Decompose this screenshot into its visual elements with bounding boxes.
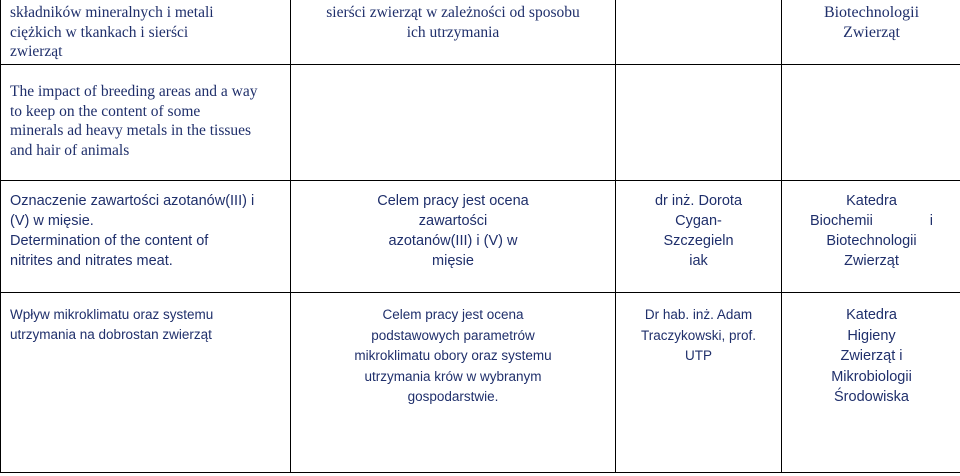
text-line: składników mineralnych i metali bbox=[10, 4, 214, 21]
text-line: ich utrzymania bbox=[406, 23, 500, 41]
cell-topic bbox=[1, 65, 291, 181]
cell-aim bbox=[291, 293, 616, 473]
text-word: Biochemii bbox=[810, 213, 873, 229]
text-line: nitrites and nitrates meat. bbox=[10, 253, 173, 269]
text-line: Cygan- bbox=[675, 213, 722, 229]
text-line: Zwierząt bbox=[843, 24, 900, 41]
text-line: Katedra bbox=[846, 307, 897, 323]
text-line: Celem pracy jest ocena bbox=[382, 307, 524, 322]
text-line: Determination of the content of bbox=[10, 233, 209, 249]
cell-supervisor bbox=[616, 0, 782, 65]
text-line: Katedra bbox=[846, 193, 897, 209]
text-line: mikroklimatu obory oraz systemu bbox=[354, 348, 552, 363]
text-line: utrzymania krów w wybranym bbox=[364, 368, 542, 384]
text-line: zawartości bbox=[418, 213, 488, 229]
text-line: gospodarstwie. bbox=[407, 389, 499, 404]
text-line: (V) w mięsie. bbox=[10, 213, 94, 229]
text-line: zwierząt bbox=[10, 43, 63, 60]
text-line: to keep on the content of some bbox=[10, 102, 201, 120]
text-line: ciężkich w tkankach i sierści bbox=[10, 23, 189, 41]
text-line: Dr hab. inż. Adam bbox=[644, 307, 753, 322]
cell-supervisor bbox=[616, 293, 782, 473]
cell-department bbox=[782, 65, 960, 181]
cell-topic bbox=[1, 293, 291, 473]
text-line: Środowiska bbox=[834, 389, 909, 405]
table-row bbox=[1, 181, 960, 293]
text-line: podstawowych parametrów bbox=[371, 327, 535, 343]
table-row bbox=[1, 65, 960, 181]
text-line: The impact of breeding areas and a way bbox=[10, 83, 258, 100]
text-line: Oznaczenie zawartości azotanów(III) i bbox=[10, 193, 255, 209]
cell-department bbox=[782, 0, 960, 65]
cell-supervisor bbox=[616, 65, 782, 181]
text-line: Mikrobiologii bbox=[831, 368, 912, 385]
text-line: Biotechnologii bbox=[823, 4, 920, 21]
text-line: Zwierząt i bbox=[840, 348, 903, 364]
cell-aim bbox=[291, 181, 616, 293]
text-line: Traczykowski, prof. bbox=[640, 327, 757, 343]
text-line: Zwierząt bbox=[844, 253, 899, 269]
table-row bbox=[1, 293, 960, 473]
text-word: i bbox=[929, 213, 933, 229]
text-line: Higieny bbox=[847, 327, 896, 344]
text-line: utrzymania na dobrostan zwierząt bbox=[10, 327, 212, 342]
cell-topic bbox=[1, 0, 291, 65]
cell-supervisor bbox=[616, 181, 782, 293]
text-line: and hair of animals bbox=[10, 141, 130, 159]
text-line: dr inż. Dorota bbox=[654, 193, 743, 209]
text-line: Biotechnologii bbox=[826, 233, 917, 249]
text-line: minerals ad heavy metals in the tissues bbox=[10, 122, 252, 139]
text-line: Celem pracy jest ocena bbox=[377, 193, 529, 209]
text-line: sierści zwierząt w zależności od sposobu bbox=[326, 4, 580, 21]
cell-aim bbox=[291, 0, 616, 65]
cell-department bbox=[782, 293, 960, 473]
text-line: Szczegieln bbox=[663, 233, 734, 249]
cell-aim bbox=[291, 65, 616, 181]
table-row bbox=[1, 0, 960, 65]
text-line: azotanów(III) i (V) w bbox=[388, 233, 518, 249]
text-line: mięsie bbox=[432, 253, 474, 269]
text-line: iak bbox=[689, 253, 708, 269]
cell-topic bbox=[1, 181, 291, 293]
text-line: Wpływ mikroklimatu oraz systemu bbox=[10, 307, 214, 322]
cell-department bbox=[782, 181, 960, 293]
text-line: UTP bbox=[685, 348, 712, 363]
text-line bbox=[786, 211, 957, 231]
